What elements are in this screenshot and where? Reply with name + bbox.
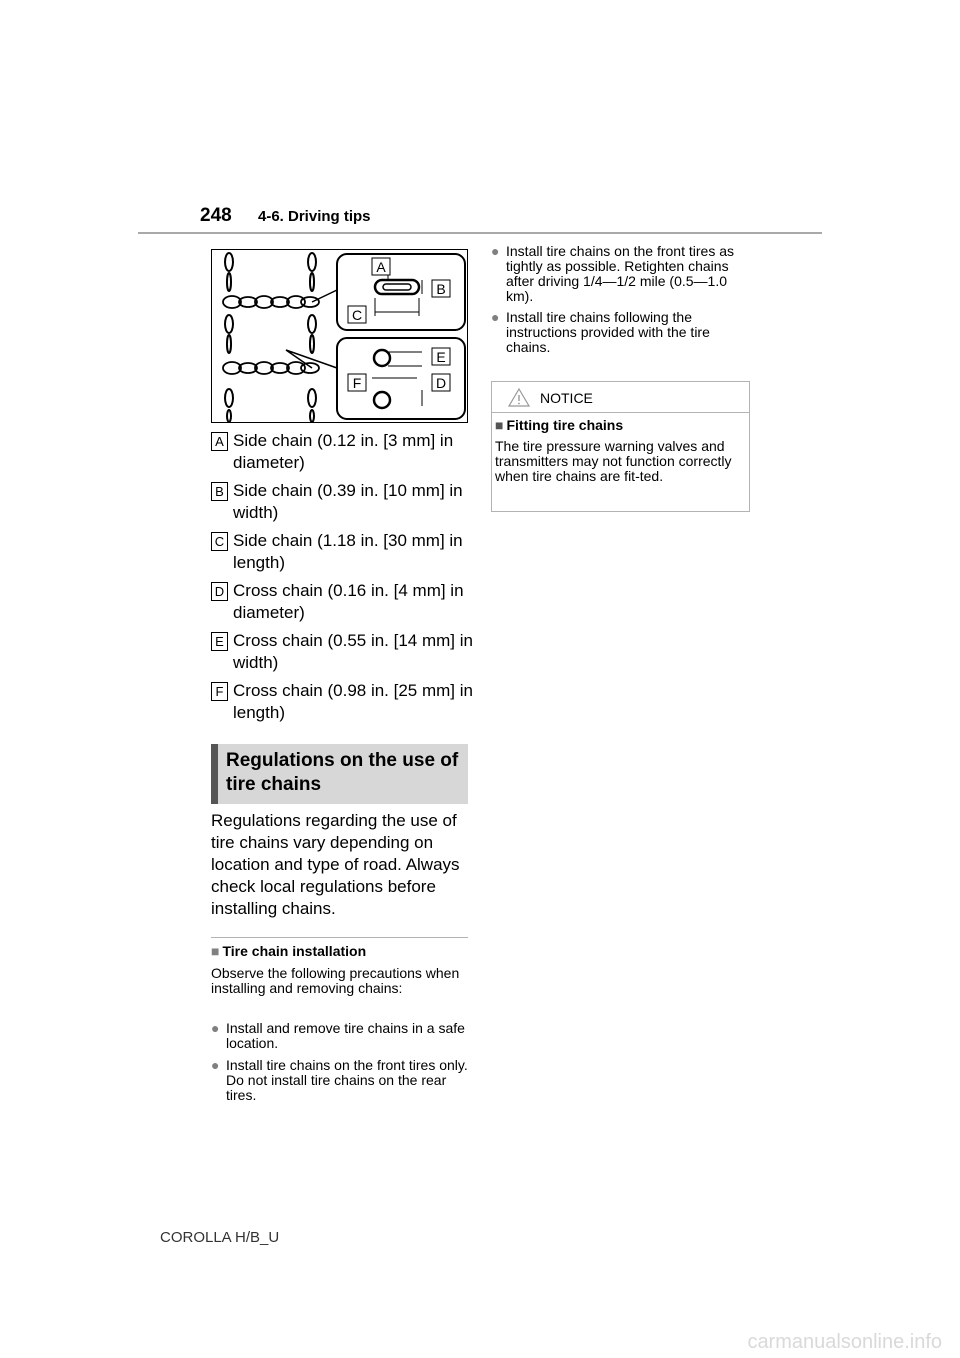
subsection-divider bbox=[211, 937, 468, 938]
callout-c: C bbox=[351, 307, 363, 323]
legend-item bbox=[211, 630, 473, 674]
legend-letter: F bbox=[211, 682, 228, 701]
legend-item bbox=[211, 580, 473, 624]
installation-bullets-left bbox=[211, 1021, 473, 1110]
bullet-text: Install tire chains on the front tires only. Do not install tire chains on the rear tires. bbox=[226, 1057, 468, 1103]
square-marker: ■ bbox=[211, 943, 220, 959]
bullet-marker: ● bbox=[491, 243, 500, 259]
list-item bbox=[211, 1058, 473, 1103]
legend-letter: D bbox=[211, 582, 228, 601]
installation-bullets-right bbox=[491, 244, 753, 361]
footer-model: COROLLA H/B_U bbox=[160, 1229, 280, 1246]
square-marker: ■ bbox=[495, 417, 504, 433]
regulations-heading: Regulations on the use of tire chains bbox=[211, 744, 468, 804]
bullet-text: Install tire chains following the instructions provided with the tire chains. bbox=[506, 309, 710, 355]
notice-subheading-text: Fitting tire chains bbox=[506, 417, 624, 433]
notice-title: NOTICE bbox=[540, 390, 593, 406]
bullet-marker: ● bbox=[491, 309, 500, 325]
bullet-marker: ● bbox=[211, 1020, 220, 1036]
notice-header bbox=[492, 382, 749, 413]
chain-illustration bbox=[212, 250, 467, 422]
legend-text: Cross chain (0.16 in. [4 mm] in diameter) bbox=[233, 581, 464, 622]
notice-box bbox=[491, 381, 750, 512]
list-item bbox=[491, 244, 753, 304]
callout-e: E bbox=[436, 349, 446, 365]
notice-subheading bbox=[495, 417, 623, 433]
watermark: carmanualsonline.info bbox=[747, 1331, 942, 1353]
figure-legend bbox=[211, 430, 473, 730]
section-title: 4-6. Driving tips bbox=[258, 208, 371, 225]
legend-item bbox=[211, 430, 473, 474]
bullet-text: Install tire chains on the front tires as tightly as possible. Retighten chains after driving 1/4—1/2 mile (0.5—1.0 km). bbox=[506, 243, 734, 304]
legend-letter: B bbox=[211, 482, 228, 501]
bullet-text: Install and remove tire chains in a safe location. bbox=[226, 1020, 465, 1051]
legend-letter: A bbox=[211, 432, 228, 451]
legend-text: Side chain (0.12 in. [3 mm] in diameter) bbox=[233, 431, 454, 472]
legend-text: Side chain (1.18 in. [30 mm] in length) bbox=[233, 531, 463, 572]
installation-heading bbox=[211, 943, 366, 959]
legend-letter: E bbox=[211, 632, 228, 651]
list-item bbox=[491, 310, 753, 355]
legend-item bbox=[211, 480, 473, 524]
warning-triangle-icon bbox=[508, 388, 530, 407]
regulations-body: Regulations regarding the use of tire chains vary depending on location and type of road. Always check local regulations before installing chains. bbox=[211, 811, 460, 918]
legend-text: Cross chain (0.55 in. [14 mm] in width) bbox=[233, 631, 473, 672]
legend-letter: C bbox=[211, 532, 228, 551]
installation-heading-text: Tire chain installation bbox=[222, 943, 367, 959]
page-number: 248 bbox=[200, 205, 232, 226]
callout-d: D bbox=[435, 375, 447, 391]
callout-b: B bbox=[436, 281, 446, 297]
legend-item bbox=[211, 530, 473, 574]
bullet-marker: ● bbox=[211, 1057, 220, 1073]
legend-item bbox=[211, 680, 473, 724]
tire-chain-diagram bbox=[211, 249, 468, 423]
installation-intro: Observe the following precautions when installing and removing chains: bbox=[211, 965, 460, 996]
legend-text: Cross chain (0.98 in. [25 mm] in length) bbox=[233, 681, 473, 722]
callout-a: A bbox=[376, 259, 386, 275]
notice-text: The tire pressure warning valves and transmitters may not function correctly when tire chains are fit-ted. bbox=[495, 438, 732, 484]
header-divider bbox=[138, 232, 822, 234]
callout-f: F bbox=[352, 375, 362, 391]
list-item bbox=[211, 1021, 473, 1051]
legend-text: Side chain (0.39 in. [10 mm] in width) bbox=[233, 481, 463, 522]
